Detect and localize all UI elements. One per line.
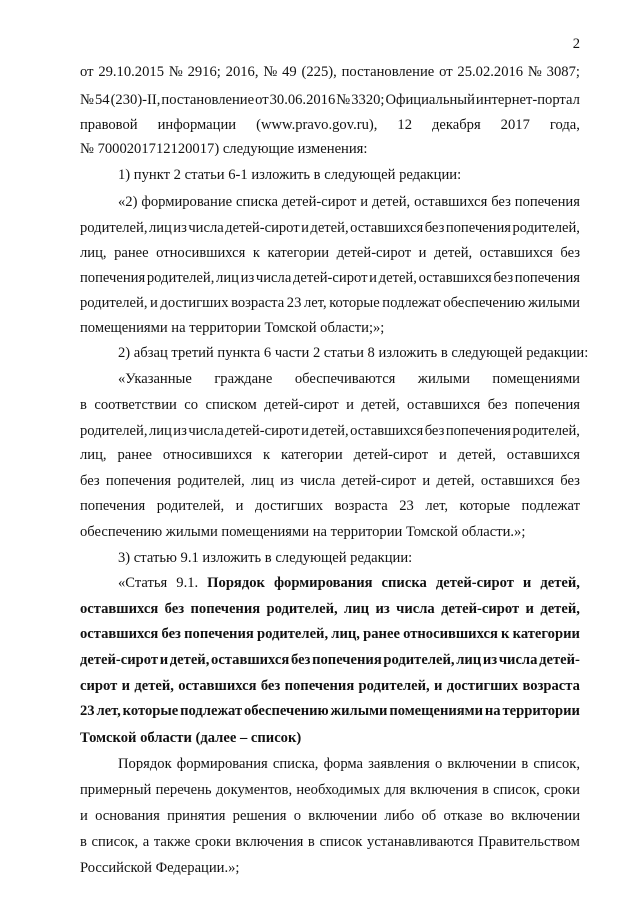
word: оставшихся xyxy=(178,678,257,694)
word: числа xyxy=(498,652,538,668)
word: примерный xyxy=(80,782,152,798)
word: жилыми xyxy=(527,295,580,311)
word: лет, xyxy=(303,295,327,311)
word: родителей, xyxy=(266,601,338,617)
word: сроки xyxy=(543,782,580,798)
word: основания xyxy=(95,808,160,824)
word: оставшихся xyxy=(350,220,424,236)
text-line xyxy=(80,678,580,695)
word: из xyxy=(173,423,187,439)
word: детей, xyxy=(436,473,475,489)
word: без xyxy=(424,423,445,439)
word: во xyxy=(489,808,504,824)
word: от xyxy=(439,64,453,80)
word: сроки xyxy=(194,834,231,850)
word: и xyxy=(301,220,309,236)
word: 29.10.2015 xyxy=(98,64,164,80)
word: родителей, xyxy=(80,423,148,439)
word: года, xyxy=(549,117,580,133)
word: оставшихся xyxy=(80,601,159,617)
text-line: 2) абзац третий пункта 6 части 2 статьи 8 изложить в следующей редакции: xyxy=(118,345,589,361)
word: Порядок xyxy=(118,756,172,772)
word: детей-сирот xyxy=(353,447,429,463)
word: решения xyxy=(232,808,287,824)
text-line xyxy=(118,575,580,592)
word: оставшихся xyxy=(414,194,488,210)
word: ранее xyxy=(117,447,152,463)
word: категории xyxy=(281,447,343,463)
word: родителей, xyxy=(156,498,225,514)
word: формирования xyxy=(273,575,373,591)
word: оставшихся xyxy=(506,447,580,463)
word: попечения xyxy=(190,601,261,617)
word: возраста xyxy=(231,295,285,311)
word: родителей, xyxy=(358,678,430,694)
text-line: 3) статью 9.1 изложить в следующей редакции: xyxy=(118,550,413,566)
word: детей-сирот xyxy=(225,220,300,236)
word: лет, xyxy=(96,703,121,719)
word: 23 xyxy=(399,498,414,514)
word: в xyxy=(307,834,315,850)
word: и xyxy=(434,678,443,694)
word: включения xyxy=(235,834,304,850)
word: список, xyxy=(493,782,540,798)
word: формирования xyxy=(176,756,268,772)
word: 3087; xyxy=(546,64,580,80)
word: включении xyxy=(308,808,378,824)
word: 23 xyxy=(286,295,302,311)
word: которые xyxy=(459,498,511,514)
word: числа xyxy=(299,473,336,489)
word: детей, xyxy=(378,270,417,286)
word: без xyxy=(487,397,508,413)
text-line xyxy=(80,498,580,515)
word: «Статья xyxy=(118,575,168,591)
word: категории xyxy=(512,626,580,642)
word: достигших xyxy=(254,498,324,514)
word: и xyxy=(522,575,532,591)
word: без xyxy=(560,245,580,261)
word: ранее xyxy=(363,626,400,642)
word: к xyxy=(501,626,510,642)
word: детей, xyxy=(457,447,496,463)
word: правовой xyxy=(80,117,138,133)
word: сирот xyxy=(80,678,118,694)
text-line xyxy=(80,447,580,464)
word: для xyxy=(384,782,406,798)
word: интернет-портал xyxy=(475,92,580,108)
word: относившихся xyxy=(403,626,498,642)
word: родителей, xyxy=(177,473,245,489)
word: и xyxy=(525,601,534,617)
word: № xyxy=(527,64,542,80)
word: включении xyxy=(447,756,517,772)
word: (www.pravo.gov.ru), xyxy=(256,117,378,133)
word: лиц xyxy=(148,220,172,236)
word: лиц xyxy=(251,473,274,489)
word: из xyxy=(240,270,255,286)
word: включении xyxy=(511,808,580,824)
word: от xyxy=(255,92,269,108)
word: 12 xyxy=(397,117,412,133)
word: детей, xyxy=(371,194,411,210)
word: принятия xyxy=(167,808,226,824)
word: числа xyxy=(396,601,435,617)
word: относившихся xyxy=(156,245,246,261)
word: обеспечению xyxy=(443,295,526,311)
word: родителей, xyxy=(512,220,580,236)
word: со xyxy=(184,397,199,413)
word: без xyxy=(260,678,281,694)
text-line xyxy=(80,117,580,134)
word: из xyxy=(173,220,187,236)
word: которые xyxy=(329,295,380,311)
word: родителей, xyxy=(80,220,148,236)
word: попечения xyxy=(445,423,511,439)
word: оставшихся xyxy=(211,652,290,668)
text-line xyxy=(80,626,580,643)
word: без xyxy=(491,194,511,210)
text-line xyxy=(80,270,580,287)
word: помещениями xyxy=(492,371,580,387)
word: и xyxy=(438,447,447,463)
word: список, xyxy=(91,834,139,850)
word: соответствии xyxy=(94,397,177,413)
word: из xyxy=(280,473,294,489)
word: 23 xyxy=(80,703,95,719)
word: и xyxy=(346,397,354,413)
word: и xyxy=(150,295,158,311)
word: 3320; xyxy=(351,92,385,108)
text-line xyxy=(80,834,580,851)
word: попечения xyxy=(514,194,580,210)
word: подлежат xyxy=(180,703,243,719)
word: детей-сирот xyxy=(341,473,417,489)
word: детей, xyxy=(361,397,400,413)
word: № xyxy=(168,64,183,80)
word: о xyxy=(434,756,443,772)
word: о xyxy=(293,808,302,824)
word: к xyxy=(263,447,271,463)
word: либо xyxy=(384,808,415,824)
text-line xyxy=(118,756,580,773)
word: из xyxy=(482,652,498,668)
word: числа xyxy=(188,220,224,236)
word: оставшихся xyxy=(407,397,481,413)
word: оставшихся xyxy=(418,270,492,286)
word: детей-сирот xyxy=(225,423,300,439)
text-line xyxy=(80,397,580,414)
word: и xyxy=(121,678,131,694)
word: декабря xyxy=(431,117,481,133)
word: в xyxy=(481,782,489,798)
word: лиц, xyxy=(331,626,360,642)
word: числа xyxy=(255,270,292,286)
word: списка xyxy=(381,575,427,591)
word: детей-сирот xyxy=(264,397,339,413)
word: попечения xyxy=(445,220,511,236)
text-line xyxy=(80,703,580,720)
text-line xyxy=(80,473,580,490)
text-line: обеспечению жилыми помещениями на территории Томской области.»; xyxy=(80,524,526,540)
word: информации xyxy=(157,117,237,133)
text-line xyxy=(80,220,580,237)
word: детей, xyxy=(310,220,349,236)
text-line xyxy=(118,371,580,388)
word: к xyxy=(252,245,260,261)
word: 54 xyxy=(94,92,110,108)
word: лиц xyxy=(344,601,370,617)
word: 9.1. xyxy=(176,575,199,591)
word: № xyxy=(80,92,94,108)
word: на xyxy=(484,703,501,719)
word: относившихся xyxy=(162,447,253,463)
word: № xyxy=(336,92,351,108)
word: детей, xyxy=(169,652,210,668)
word: форма xyxy=(323,756,364,772)
word: попечения xyxy=(312,652,382,668)
word: без xyxy=(80,473,100,489)
text-line xyxy=(80,64,580,81)
word: попечения xyxy=(80,498,146,514)
word: и xyxy=(418,245,427,261)
word: категории xyxy=(267,245,330,261)
word: 25.02.2016 xyxy=(457,64,524,80)
word: попечения xyxy=(284,678,355,694)
word: попечения xyxy=(80,270,146,286)
word: оставшихся xyxy=(479,245,553,261)
word: родителей, xyxy=(512,423,580,439)
word: включения xyxy=(409,782,478,798)
word: и xyxy=(422,473,431,489)
word: лиц, xyxy=(80,447,107,463)
text-line xyxy=(80,295,580,312)
word: родителей, xyxy=(146,270,215,286)
word: жилыми xyxy=(417,371,470,387)
text-line xyxy=(80,652,580,669)
text-line: Российской Федерации.»; xyxy=(80,860,240,876)
word: «2) xyxy=(118,194,138,210)
word: без xyxy=(424,220,445,236)
word: лет, xyxy=(425,498,449,514)
word: попечения xyxy=(514,397,580,413)
word: в xyxy=(80,834,87,850)
word: список xyxy=(319,834,363,850)
text-line xyxy=(80,782,580,799)
word: которые xyxy=(122,703,179,719)
word: территории xyxy=(502,703,580,719)
word: без xyxy=(161,626,181,642)
word: и xyxy=(369,270,377,286)
word: об xyxy=(421,808,437,824)
word: списка, xyxy=(272,756,319,772)
text-line xyxy=(80,601,580,618)
word: детей- xyxy=(539,652,580,668)
word: достигших xyxy=(446,678,519,694)
word: детей, xyxy=(310,423,349,439)
word: детей, xyxy=(134,678,174,694)
word: подлежат xyxy=(382,295,441,311)
word: (230)-II, xyxy=(110,92,161,108)
word: родителей, xyxy=(383,652,455,668)
text-line: помещениями на территории Томской области;»; xyxy=(80,320,385,336)
text-line: Томской области (далее – список) xyxy=(80,730,302,746)
word: числа xyxy=(188,423,224,439)
word: детей-сирот xyxy=(435,575,514,591)
word: 2017 xyxy=(500,117,530,133)
word: ранее xyxy=(114,245,149,261)
word: без xyxy=(290,652,311,668)
word: детей, xyxy=(540,601,580,617)
word: в xyxy=(80,397,87,413)
word: в xyxy=(521,756,529,772)
word: также xyxy=(153,834,191,850)
word: детей-сирот xyxy=(336,245,412,261)
word: без xyxy=(560,473,580,489)
word: Порядок xyxy=(207,575,265,591)
word: обеспечиваются xyxy=(294,371,396,387)
word: 2916; xyxy=(187,64,221,80)
word: детей-сирот xyxy=(292,270,368,286)
word: лиц, xyxy=(80,245,107,261)
word: 49 xyxy=(282,64,297,80)
word: попечения xyxy=(105,473,172,489)
word: а xyxy=(142,834,150,850)
word: из xyxy=(375,601,390,617)
word: помещениями xyxy=(389,703,484,719)
word: и xyxy=(301,423,309,439)
word: оставшихся xyxy=(350,423,424,439)
word: родителей, xyxy=(256,626,329,642)
word: детей, xyxy=(540,575,580,591)
word: попечения xyxy=(514,270,580,286)
page-number: 2 xyxy=(572,36,580,52)
word: и xyxy=(235,498,244,514)
word: возраста xyxy=(334,498,388,514)
word: 30.06.2016 xyxy=(269,92,336,108)
word: и xyxy=(360,194,369,210)
word: и xyxy=(80,808,88,824)
word: устанавливаются xyxy=(367,834,474,850)
word: достигших xyxy=(160,295,229,311)
word: лиц xyxy=(216,270,239,286)
text-line xyxy=(118,194,580,211)
word: детей-сирот xyxy=(441,601,520,617)
text-line xyxy=(80,808,580,825)
text-line xyxy=(80,245,580,262)
word: родителей, xyxy=(80,295,148,311)
text-line: № 7000201712120017) следующие изменения: xyxy=(80,141,368,157)
word: № xyxy=(263,64,278,80)
word: детей-сирот xyxy=(281,194,357,210)
word: 2016, xyxy=(225,64,259,80)
text-line xyxy=(80,92,580,109)
text-line: 1) пункт 2 статьи 6-1 изложить в следующей редакции: xyxy=(118,167,462,183)
word: детей-сирот xyxy=(80,652,159,668)
word: перечень xyxy=(155,782,212,798)
word: жилыми xyxy=(330,703,388,719)
word: списка xyxy=(236,194,278,210)
word: лиц xyxy=(148,423,172,439)
word: Правительством xyxy=(478,834,580,850)
word: Официальный xyxy=(385,92,475,108)
word: детей, xyxy=(433,245,473,261)
word: формирование xyxy=(141,194,233,210)
word: без xyxy=(493,270,514,286)
word: отказе xyxy=(443,808,483,824)
word: от xyxy=(80,64,94,80)
word: документов, xyxy=(215,782,293,798)
word: «Указанные xyxy=(118,371,192,387)
word: постановление xyxy=(161,92,255,108)
word: лиц xyxy=(456,652,482,668)
word: оставшихся xyxy=(480,473,555,489)
word: обеспечению xyxy=(243,703,329,719)
word: оставшихся xyxy=(80,626,159,642)
word: возраста xyxy=(522,678,580,694)
word: без xyxy=(164,601,185,617)
word: заявления xyxy=(368,756,430,772)
word: постановление xyxy=(341,64,435,80)
word: и xyxy=(159,652,169,668)
word: подлежат xyxy=(521,498,580,514)
word: граждане xyxy=(214,371,273,387)
word: попечения xyxy=(184,626,254,642)
word: (225), xyxy=(301,64,337,80)
word: списком xyxy=(205,397,257,413)
text-line xyxy=(80,423,580,440)
word: необходимых xyxy=(296,782,381,798)
word: список, xyxy=(533,756,580,772)
